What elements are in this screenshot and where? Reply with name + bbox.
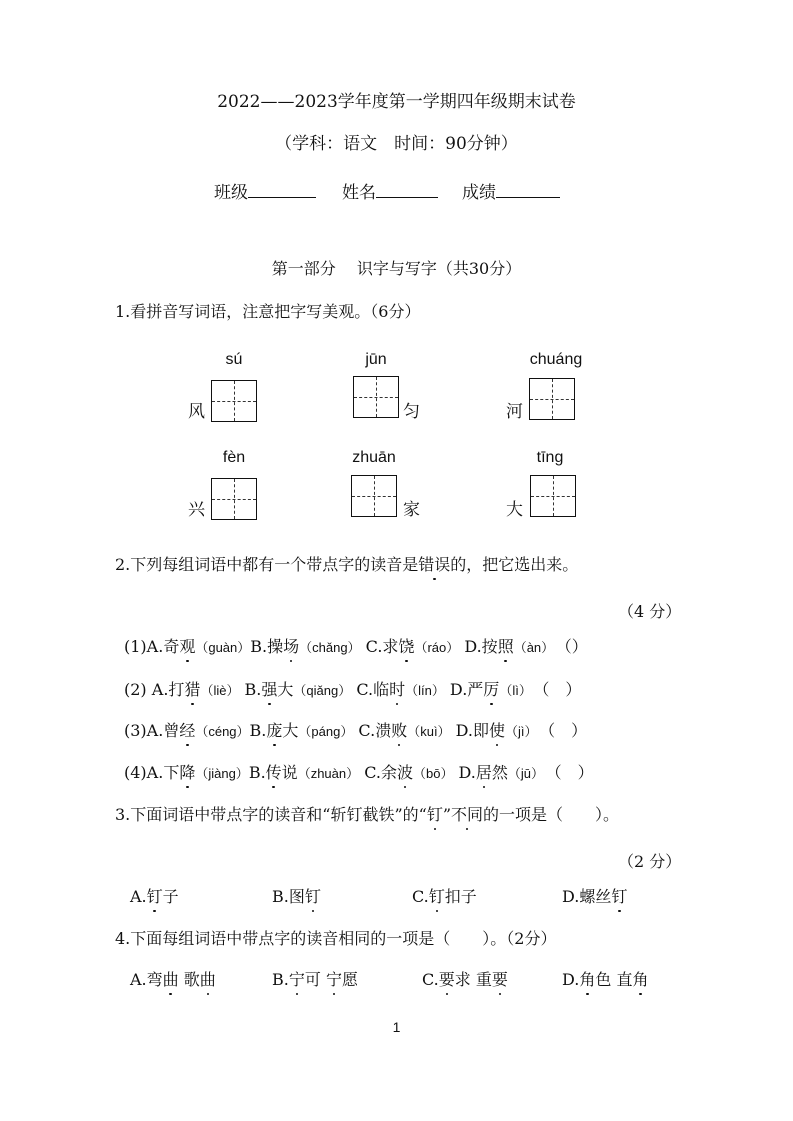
q2-row: (3)A.曾经（céng）B.庞大（páng） C.溃败（kuì） D.即使（jì） （ ） (124, 718, 587, 741)
option-word: 溃败 (375, 721, 407, 740)
option-pinyin: （liè） (200, 683, 240, 698)
option-word: 居然 (476, 763, 508, 782)
writing-box[interactable] (529, 378, 575, 420)
given-char: 家 (403, 500, 420, 520)
q2-emphasis: 错误 (418, 552, 450, 575)
writing-box[interactable] (353, 376, 399, 418)
q3-emphasis-char: 钉 (427, 802, 443, 825)
q4-option[interactable]: D.角色 直角 (562, 967, 648, 990)
option-word: 打猎 (168, 680, 200, 699)
page-number: 1 (392, 1019, 401, 1035)
option-word: 严厉 (467, 680, 499, 699)
pinyin-label: fèn (222, 449, 246, 466)
option-pinyin: （lín） (405, 683, 445, 698)
answer-blank[interactable]: （） (563, 637, 588, 656)
option-pinyin: （chǎng） (299, 640, 361, 655)
option-word: 传说 (266, 763, 298, 782)
q4-option[interactable]: C.要求 重要 (422, 967, 508, 990)
section-title: 第一部分 识字与写字（共30分） (271, 259, 522, 278)
option-word: 下降 (163, 763, 195, 782)
option-pinyin: （kuì） (407, 724, 451, 739)
row-label: (2) (124, 680, 147, 699)
given-char: 大 (506, 500, 523, 520)
q2-row: (1)A.奇观（guàn）B.操场（chǎng） C.求饶（ráo） D.按照（àn） （） (124, 634, 588, 657)
q4-title: 4.下面每组词语中带点字的读音相同的一项是（ ）。（2分） (115, 929, 557, 948)
option-pinyin: （àn） (513, 640, 548, 655)
row-label: (1) (124, 637, 147, 656)
q3-title-end: 的一项是（ ）。 (483, 805, 620, 824)
q1-title: 1.看拼音写词语，注意把字写美观。（6分） (115, 302, 421, 321)
option-pinyin: （céng） (195, 724, 250, 739)
q3-option[interactable]: D.螺丝钉 (562, 884, 627, 907)
q3-quote-end: ” (442, 805, 452, 824)
pinyin-label: zhuān (352, 449, 396, 466)
q2-row: (4)A.下降（jiàng）B.传说（zhuàn） C.余波（bō） D.居然（jū） （ ） (124, 760, 594, 783)
pinyin-label: sú (225, 351, 243, 368)
writing-box[interactable] (530, 475, 576, 517)
score-label: 成绩 (462, 183, 496, 203)
pinyin-label: jūn (365, 351, 387, 368)
option-pinyin: （jì） (505, 724, 532, 739)
given-char: 河 (506, 402, 523, 422)
option-word: 奇观 (163, 637, 195, 656)
option-pinyin: （qiǎng） (293, 683, 352, 698)
option-word: 操场 (267, 637, 299, 656)
option-word: 按照 (482, 637, 514, 656)
writing-box[interactable] (351, 475, 397, 517)
score-field (462, 178, 560, 203)
option-word: 即使 (473, 721, 505, 740)
class-label: 班级 (214, 183, 248, 203)
option-pinyin: （ráo） (414, 640, 460, 655)
option-word: 临时 (373, 680, 405, 699)
option-pinyin: （guàn） (195, 640, 251, 655)
q2-title-text: 2.下列每组词语中都有一个带点字的读音是 (115, 555, 419, 574)
q3-points: （2 分） (618, 852, 682, 871)
score-blank[interactable] (496, 196, 560, 198)
row-label: (4) (124, 763, 147, 782)
answer-blank[interactable]: （ ） (547, 721, 588, 740)
pinyin-label: chuáng (529, 351, 583, 368)
option-word: 余波 (381, 763, 413, 782)
name-field (342, 178, 438, 203)
given-char: 风 (188, 402, 205, 422)
option-word: 求饶 (382, 637, 414, 656)
q3-option[interactable]: A.钉子 (130, 884, 179, 907)
option-pinyin: （páng） (298, 724, 354, 739)
option-pinyin: （bō） (412, 766, 454, 781)
writing-box[interactable] (211, 478, 257, 520)
q4-option[interactable]: B.宁可 宁愿 (272, 967, 358, 990)
option-pinyin: （zhuàn） (297, 766, 360, 781)
given-char: 兴 (188, 500, 205, 520)
option-word: 庞大 (266, 721, 298, 740)
row-label: (3) (124, 721, 147, 740)
class-blank[interactable] (248, 196, 316, 198)
pinyin-label: tīng (536, 449, 564, 466)
q3-option[interactable]: C.钉扣子 (412, 884, 477, 907)
given-char: 匀 (403, 402, 420, 422)
q3-title-text: 3.下面词语中带点字的读音和“斩钉截铁”的“ (115, 805, 427, 824)
q2-row: (2) A.打猎（liè） B.强大（qiǎng） C.临时（lín） D.严厉（lì） （ ） (124, 677, 581, 700)
q3-emphasis: 不同 (451, 802, 483, 825)
q2-points: （4 分） (618, 602, 682, 621)
q2-title-end: 的，把它选出来。 (450, 555, 579, 574)
q3-title (115, 802, 619, 825)
option-pinyin: （jū） (507, 766, 538, 781)
option-pinyin: （lì） (499, 683, 526, 698)
q4-option[interactable]: A.弯曲 歌曲 (130, 967, 216, 990)
q2-title (115, 552, 578, 575)
page-subtitle: （学科：语文 时间：90分钟） (275, 134, 518, 154)
option-word: 强大 (261, 680, 293, 699)
name-blank[interactable] (376, 196, 438, 198)
answer-blank[interactable]: （ ） (541, 680, 582, 699)
option-pinyin: （jiàng） (195, 766, 249, 781)
option-word: 曾经 (163, 721, 195, 740)
q3-option[interactable]: B.图钉 (272, 884, 321, 907)
page-title: 2022——2023学年度第一学期四年级期末试卷 (217, 92, 576, 112)
answer-blank[interactable]: （ ） (553, 763, 594, 782)
class-field (214, 178, 316, 203)
name-label: 姓名 (342, 183, 376, 203)
writing-box[interactable] (211, 380, 257, 422)
